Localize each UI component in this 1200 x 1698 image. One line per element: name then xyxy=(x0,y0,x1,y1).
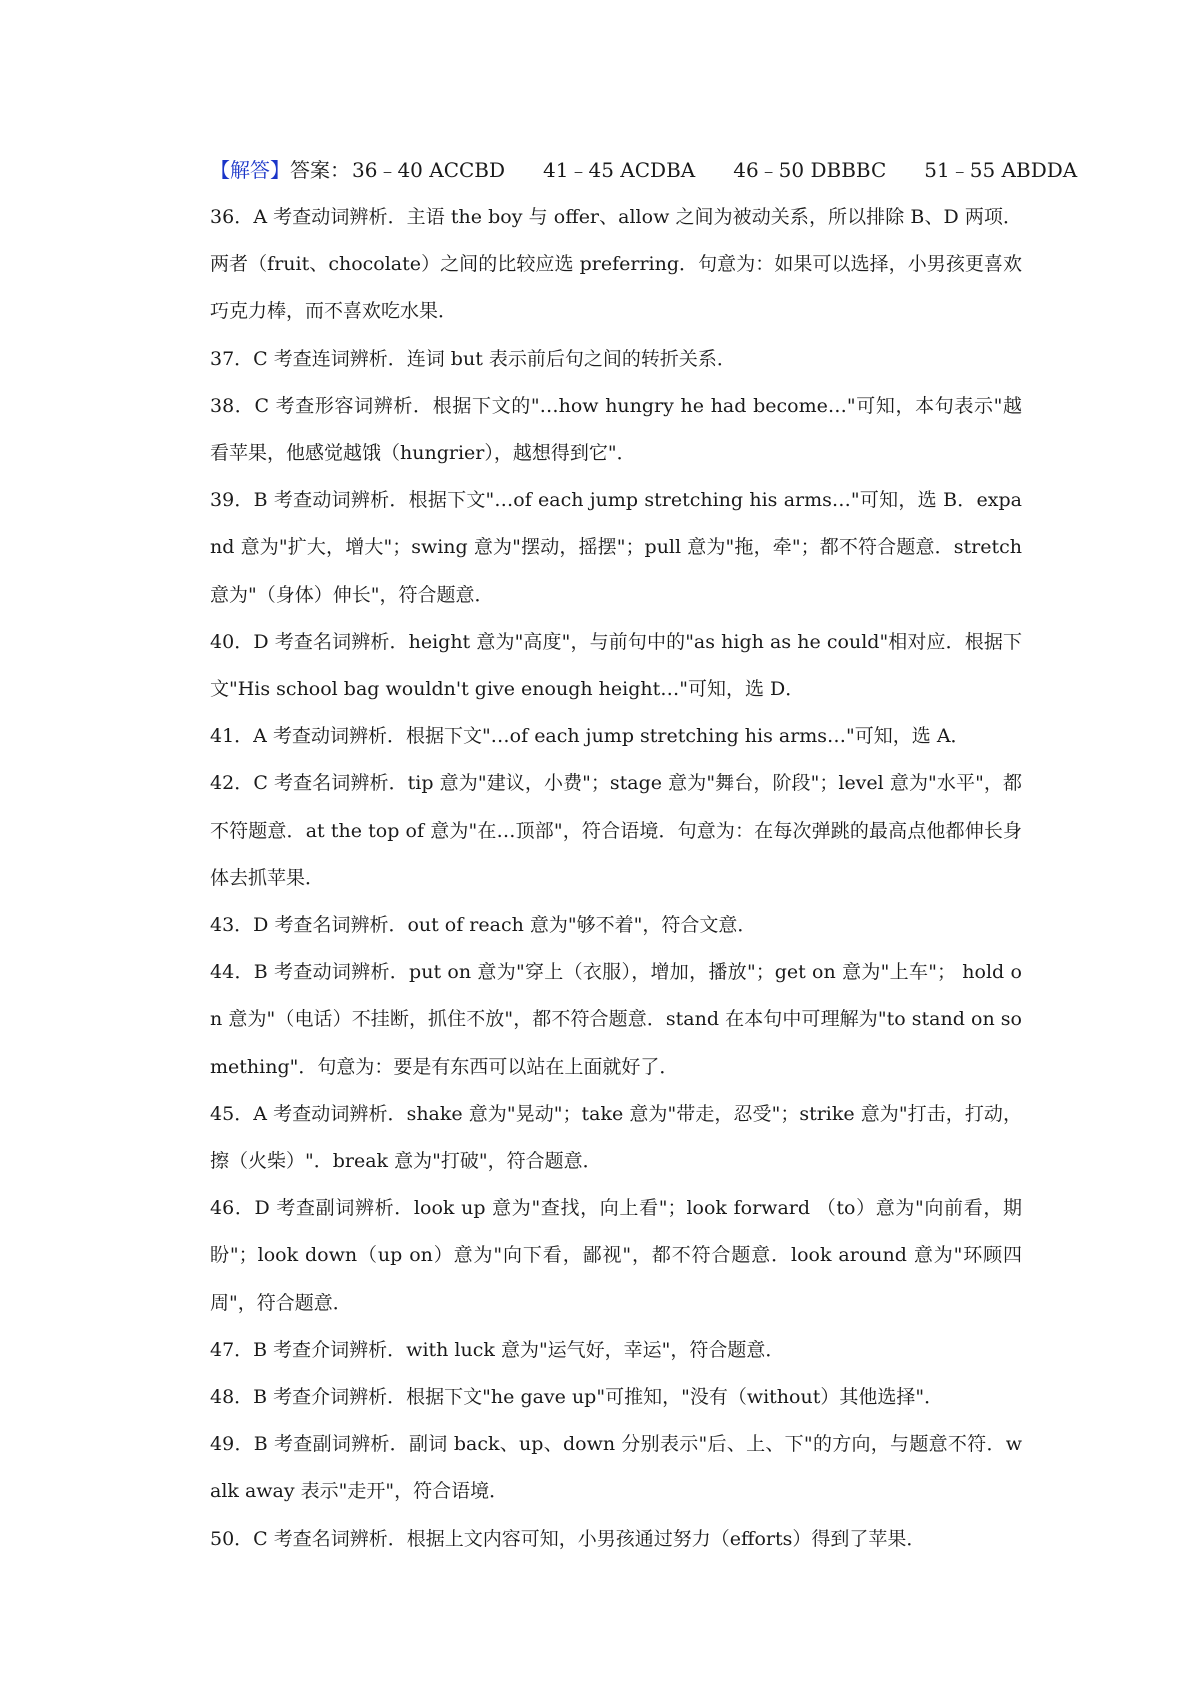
explanation-item: 36．A 考查动词辨析．主语 the boy 与 offer、allow 之间为被动关系，所以排除 B、D 两项．两者（fruit、chocolate）之间的比较应选 preferring．句意为：如果可以选择，小男孩更喜欢巧克力棒，而不喜欢吃水果． xyxy=(210,206,1022,323)
explanation-item: 37．C 考查连词辨析．连词 but 表示前后句之间的转折关系． xyxy=(210,347,736,370)
solution-tag-label: 解答 xyxy=(230,158,270,182)
solution-tag-close: 】 xyxy=(270,158,290,182)
answer-key-line xyxy=(210,147,1078,194)
answer-group: 36﹣40 ACCBD xyxy=(352,158,506,182)
explanation-item: 46．D 考查副词辨析．look up 意为"查找，向上看"；look forward （to）意为"向前看，期盼"；look down（up on）意为"向下看，鄙视"，都不符合题意．look around 意为"环顾四周"，符合题意． xyxy=(210,1197,1022,1314)
explanation-item: 43．D 考查名词辨析．out of reach 意为"够不着"，符合文意． xyxy=(210,914,757,937)
explanation-item: 48．B 考查介词辨析．根据下文"he gave up"可推知，"没有（without）其他选择"． xyxy=(210,1386,944,1409)
explanation-item: 42．C 考查名词辨析．tip 意为"建议，小费"；stage 意为"舞台，阶段"；level 意为"水平"，都不符题意．at the top of 意为"在…顶部"，符合语境．句意为：在每次弹跳的最高点他都伸长身体去抓苹果． xyxy=(210,772,1022,889)
explanation-item: 40．D 考查名词辨析．height 意为"高度"，与前句中的"as high as he could"相对应．根据下文"His school bag wouldn't give enough height…"可知，选 D． xyxy=(210,630,1022,701)
answer-group: 41﹣45 ACDBA xyxy=(543,158,696,182)
explanation-item: 45．A 考查动词辨析．shake 意为"晃动"；take 意为"带走，忍受"；strike 意为"打击，打动，擦（火柴）"．break 意为"打破"，符合题意． xyxy=(210,1102,1022,1173)
explanation-item: 39．B 考查动词辨析．根据下文"…of each jump stretching his arms…"可知，选 B．expand 意为"扩大，增大"；swing 意为"摆动，摇摆"；pull 意为"拖，牵"；都不符合题意．stretch 意为"（身体）伸长"，符合题意． xyxy=(210,489,1022,606)
explanation-item: 49．B 考查副词辨析．副词 back、up、down 分别表示"后、上、下"的方向，与题意不符．walk away 表示"走开"，符合语境． xyxy=(210,1433,1022,1503)
solution-tag-open: 【 xyxy=(210,158,230,182)
answer-explanation-section xyxy=(210,147,1078,1563)
explanation-item: 38．C 考查形容词辨析．根据下文的"…how hungry he had become…"可知，本句表示"越看苹果，他感觉越饿（hungrier），越想得到它"． xyxy=(210,394,1022,465)
explanation-item: 41．A 考查动词辨析．根据下文"…of each jump stretching his arms…"可知，选 A． xyxy=(210,725,970,748)
explanation-item: 47．B 考查介词辨析．with luck 意为"运气好，幸运"，符合题意． xyxy=(210,1338,785,1361)
answer-group: 46﹣50 DBBBC xyxy=(733,158,887,182)
answer-prefix: 答案： xyxy=(290,158,350,182)
explanation-item: 50．C 考查名词辨析．根据上文内容可知，小男孩通过努力（efforts）得到了苹果． xyxy=(210,1527,926,1550)
answer-group: 51﹣55 ABDDA xyxy=(924,158,1078,182)
explanation-item: 44．B 考查动词辨析．put on 意为"穿上（衣服），增加，播放"；get on 意为"上车"； hold on 意为"（电话）不挂断，抓住不放"，都不符合题意．stand 在本句中可理解为"to stand on something"．句意为：要是有东西可以站在上面就好了． xyxy=(210,961,1022,1078)
